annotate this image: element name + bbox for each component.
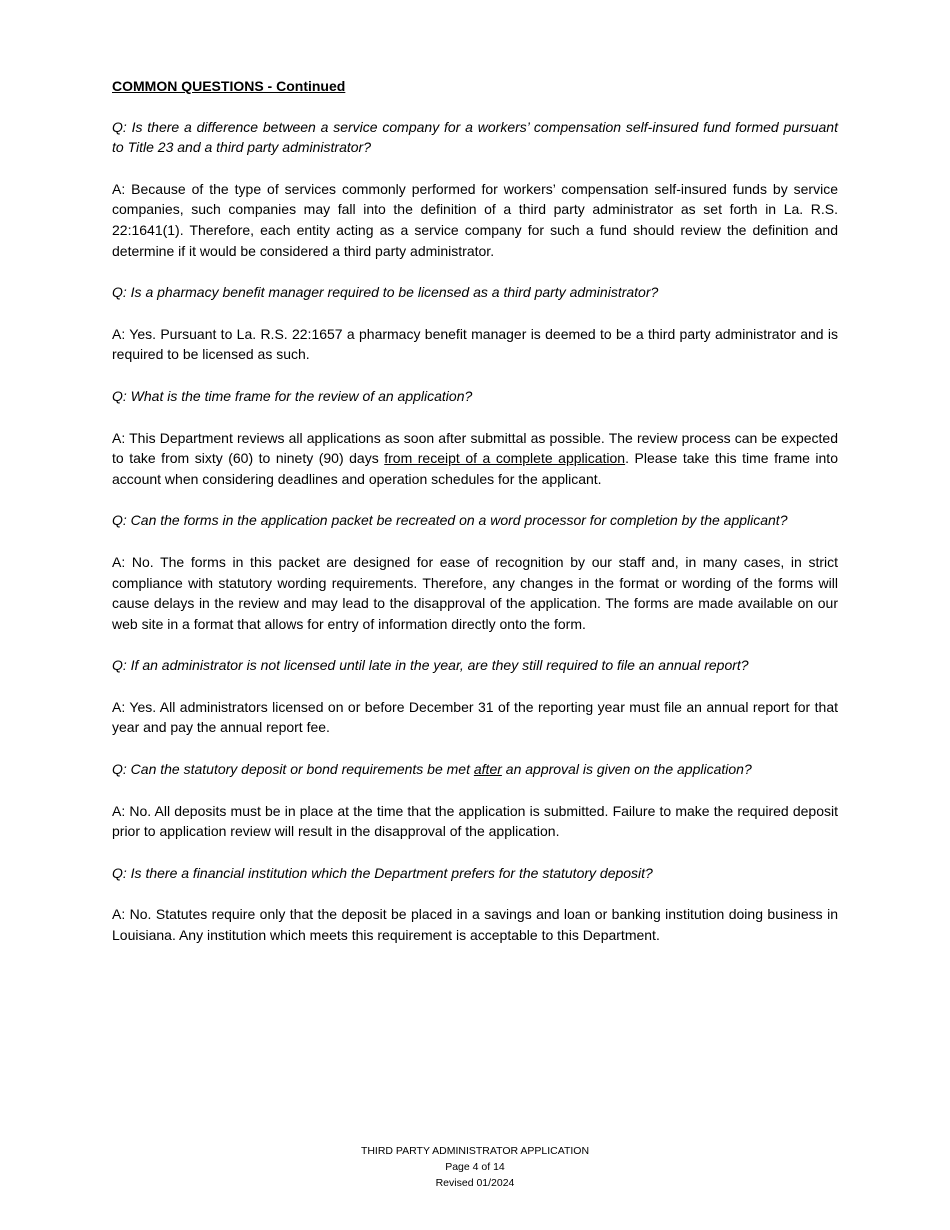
question-6-text-end: an approval is given on the application? xyxy=(501,761,752,778)
answer-4: A: No. The forms in this packet are designed for ease of recognition by our staff and, in many cases, in strict compliance with statutory wording requirements. Therefore, any changes in the format or wording of the forms will cause delays in the review and may lead to the disapproval of the application. The forms are made available on our web site in a format that allows for entry of information directly onto the form. xyxy=(112,553,838,632)
answer-5: A: Yes. All administrators licensed on or before December 31 of the reporting year must file an annual report for that year and pay the annual report fee. xyxy=(112,698,838,736)
question-3: Q: What is the time frame for the review of an application? xyxy=(112,387,473,404)
answer-3-text-start: A: This Department reviews all applications as soon after submittal as possible. The review process can be expected to take from sixty (60) to ninety (90) days xyxy=(112,429,838,467)
question-7: Q: Is there a financial institution which the Department prefers for the statutory deposit? xyxy=(112,864,653,881)
footer-revision: Revised 01/2024 xyxy=(435,1177,515,1189)
footer-title: THIRD PARTY ADMINISTRATOR APPLICATION xyxy=(360,1145,590,1157)
answer-6: A: No. All deposits must be in place at the time that the application is submitted. Failure to make the required deposit prior to application review will result in the disapproval of the application. xyxy=(112,802,838,840)
answer-3-text-end: . Please take this time frame into account when considering deadlines and operation schedules for the applicant. xyxy=(112,450,838,487)
answer-1: A: Because of the type of services commonly performed for workers’ compensation self-insured funds by service companies, such companies may fall into the definition of a third party administrator as set forth in La. R.S. 22:1641(1). Therefore, each entity acting as a service company for such a fund should review the definition and determine if it would be considered a third party administrator. xyxy=(112,180,838,259)
section-heading: COMMON QUESTIONS - Continued xyxy=(112,78,346,94)
answer-3-underlined-text: from receipt of a complete application xyxy=(384,450,626,467)
question-1: Q: Is there a difference between a service company for a workers’ compensation self-insured fund formed pursuant to Title 23 and a third party administrator? xyxy=(112,118,838,156)
document-page xyxy=(112,76,838,967)
footer-page-number: Page 4 of 14 xyxy=(445,1161,505,1173)
question-6-text-start: Q: Can the statutory deposit or bond requirements be met xyxy=(112,761,474,778)
question-6 xyxy=(112,759,838,780)
answer-2: A: Yes. Pursuant to La. R.S. 22:1657 a pharmacy benefit manager is deemed to be a third party administrator and is required to be licensed as such. xyxy=(112,325,838,363)
question-2: Q: Is a pharmacy benefit manager required to be licensed as a third party administrator? xyxy=(112,284,659,301)
answer-3 xyxy=(112,428,838,490)
question-5: Q: If an administrator is not licensed until late in the year, are they still required to file an annual report? xyxy=(112,657,749,674)
question-6-underlined-text: after xyxy=(473,761,502,778)
question-4: Q: Can the forms in the application packet be recreated on a word processor for completion by the applicant? xyxy=(112,512,788,529)
answer-7: A: No. Statutes require only that the deposit be placed in a savings and loan or banking institution doing business in Louisiana. Any institution which meets this requirement is acceptable to this Department. xyxy=(112,906,838,944)
page-footer xyxy=(0,1143,950,1191)
